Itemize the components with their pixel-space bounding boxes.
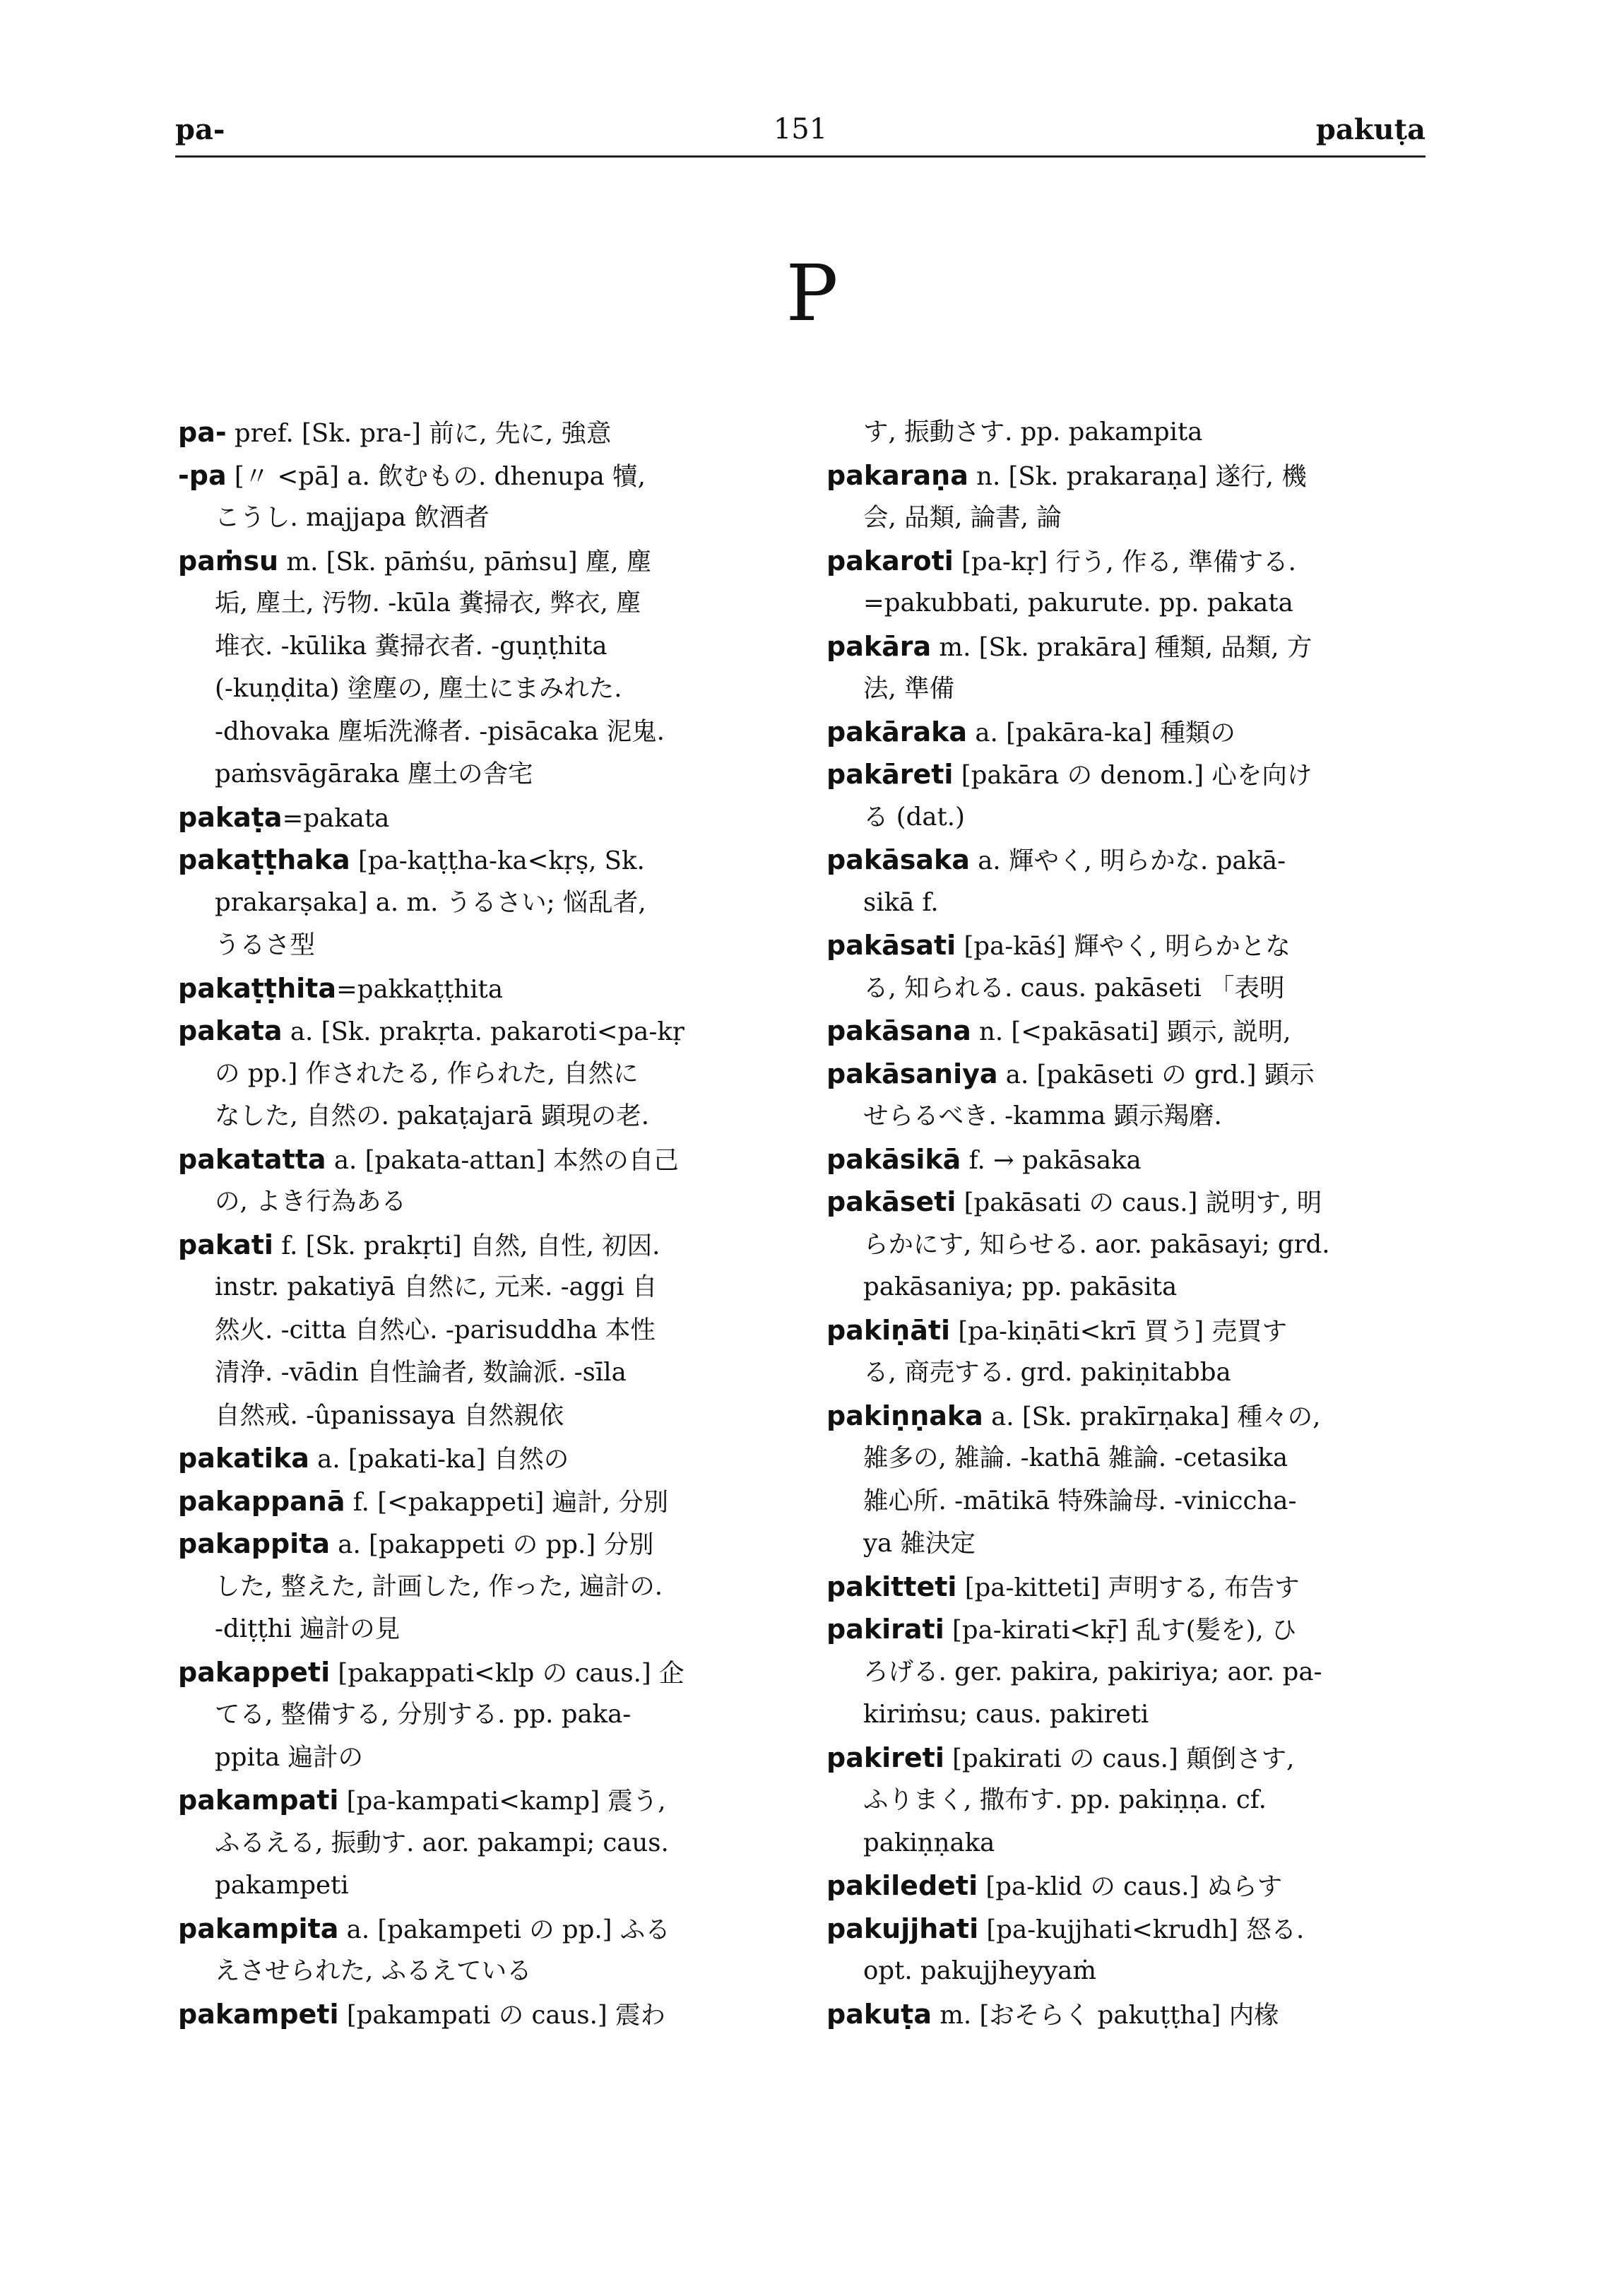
headword: pakampeti [178,1998,339,2030]
entry-line [826,1737,1434,1780]
section-letter: P [786,248,838,338]
headword: pakirati [826,1614,944,1645]
headword: pakaṭa [178,801,283,833]
headword: pakatatta [178,1143,326,1175]
definition-text: らかにす, 知らせる. aor. pakāsayi; grd. [863,1229,1330,1259]
definition-text: [pa-klid の caus.] ぬらす [978,1872,1283,1901]
headword: pakappeti [178,1656,331,1688]
headword: pakappanā [178,1485,345,1517]
dictionary-entry [178,1908,786,1993]
definition-text: なした, 自然の. pakaṭajarā 顕現の老. [215,1101,650,1130]
definition-text: 雑心所. -mātikā 特殊論母. -viniccha- [863,1486,1297,1515]
headword: pakāsaniya [826,1058,998,1089]
entry-line [826,1480,1434,1523]
definition-text: 然火. -citta 自然心. -parisuddha 本性 [215,1315,656,1344]
definition-text: =pakubbati, pakurute. pp. pakata [863,589,1293,617]
header-right-guide-word: pakuṭa [1315,113,1426,146]
definition-text: a. [pakati-ka] 自然の [309,1445,569,1474]
entry-line [178,1480,786,1523]
entry-line [178,1737,786,1780]
entry-line [178,753,786,796]
headword: pakata [178,1015,283,1046]
definition-text: -dhovaka 塵垢洗滌者. -pisācaka 泥鬼. [215,716,665,746]
entry-line [178,1395,786,1438]
definition-text: pakiṇṇaka [863,1828,995,1857]
definition-text: a. [Sk. prakīrṇaka] 種々の, [983,1402,1321,1431]
entry-line [826,967,1434,1010]
definition-text: 会, 品類, 論書, 論 [863,503,1062,532]
dictionary-entry [826,1737,1434,1865]
headword: pakāsikā [826,1143,961,1175]
definition-text: kiriṁsu; caus. pakireti [863,1700,1149,1729]
definition-text: -diṭṭhi 遍計の見 [215,1614,401,1643]
entry-line [178,540,786,583]
headword: pakāraka [826,716,968,747]
definition-text: ya 雑決定 [863,1529,976,1558]
dictionary-entry [826,454,1434,540]
entry-line [826,1266,1434,1309]
entry-line [826,1138,1434,1181]
entry-line [826,1822,1434,1865]
headword: pakaṭṭhaka [178,844,350,875]
definition-text: [pa-kitteti] 声明する, 布告す [956,1573,1300,1602]
entry-line [826,1437,1434,1480]
definition-text: の, よき行為ある [215,1187,407,1216]
entry-line [178,1181,786,1224]
entry-line [826,1950,1434,1993]
dictionary-entry [178,1437,786,1480]
definition-text: a. 輝やく, 明らかな. pakā- [969,846,1286,875]
entry-line [826,924,1434,967]
entry-line [178,882,786,925]
entry-line [178,1053,786,1096]
page-number: 151 [773,113,828,146]
definition-text: ふりまく, 撒布す. pp. pakiṇṇa. cf. [863,1785,1267,1814]
headword: paṁsu [178,545,279,577]
definition-text: =pakata [282,803,390,833]
dictionary-entry [826,839,1434,924]
entry-line [826,711,1434,754]
headword: pakāsaka [826,844,970,875]
entry-line [826,1053,1434,1096]
entry-line [178,1523,786,1566]
definition-text: えさせられた, ふるえている [215,1956,532,1985]
dictionary-entry [826,540,1434,625]
definition-text: 堆衣. -kūlika 糞掃衣者. -guṇṭhita [215,631,607,661]
headword: pakaṭṭhita [178,972,336,1004]
dictionary-entry [178,454,786,540]
dictionary-entry [178,839,786,967]
definition-text: paṁsvāgāraka 塵土の舎宅 [215,759,533,788]
entry-line [178,1266,786,1309]
entry-line [178,625,786,668]
dictionary-entry [178,796,786,839]
definition-text: m. [おそらく pakuṭṭha] 内椽 [931,2000,1279,2030]
definition-text: [pa-kujjhati<krudh] 怒る. [978,1915,1305,1944]
entry-line [178,967,786,1010]
entry-line [826,1566,1434,1609]
entry-line [178,1693,786,1737]
definition-text: =pakkaṭṭhita [336,974,503,1004]
headword: pakiṇṇaka [826,1400,983,1431]
dictionary-entry [826,753,1434,839]
entry-line [826,1309,1434,1352]
definition-text: 雑多の, 雑論. -kathā 雑論. -cetasika [863,1443,1288,1472]
definition-text: a. [pakappeti の pp.] 分別 [330,1530,654,1559]
headword: pakampati [178,1785,339,1816]
definition-text: る, 知られる. caus. pakāseti 「表明 [863,973,1285,1003]
definition-text: opt. pakujjheyyaṁ [863,1956,1097,1985]
definition-text: [pa-kaṭṭha-ka<kṛṣ, Sk. [350,846,645,875]
dictionary-entry [826,1138,1434,1181]
entry-line [178,582,786,625]
dictionary-entry [826,1908,1434,1993]
entry-line [826,668,1434,711]
definition-text: prakarṣaka] a. m. うるさい; 悩乱者, [215,887,646,917]
entry-line [178,1950,786,1993]
entry-line [178,1993,786,2036]
entry-line [178,1864,786,1908]
headword: pakāsana [826,1015,971,1046]
entry-line [178,1138,786,1181]
entry-line [826,1181,1434,1224]
entry-line [178,1651,786,1694]
headword: pakiṇāti [826,1314,951,1346]
entry-line [826,753,1434,796]
dictionary-entry [826,1395,1434,1566]
definition-text: せらるべき. -kamma 顕示羯磨. [863,1101,1222,1130]
headword: -pa [178,459,227,491]
dictionary-entry [178,1993,786,2036]
entry-line [178,454,786,497]
definition-text: した, 整えた, 計画した, 作った, 遍計の. [215,1571,663,1601]
headword: pakāseti [826,1186,956,1217]
definition-text: ろげる. ger. pakira, pakiriya; aor. pa- [863,1657,1322,1686]
definition-text: [pa-kṛ] 行う, 作る, 準備する. [953,547,1296,577]
definition-text: [pakāsati の caus.] 説明す, 明 [956,1188,1322,1217]
definition-text: [pa-kāś] 輝やく, 明らかとな [956,932,1291,961]
headword: pakitteti [826,1571,957,1602]
entry-line [826,1864,1434,1908]
dictionary-entry [826,1993,1434,2036]
definition-text: [pakāra の denom.] 心を向け [953,761,1312,790]
definition-text: m. [Sk. pāṁśu, pāṁsu] 塵, 塵 [278,547,652,577]
entry-line [178,1566,786,1609]
entry-line [826,1224,1434,1267]
definition-text: てる, 整備する, 分別する. pp. paka- [215,1700,632,1729]
entry-line [826,839,1434,882]
definition-text: n. [Sk. prakaraṇa] 遂行, 機 [968,461,1307,491]
dictionary-entry [826,711,1434,754]
dictionary-entry [178,540,786,796]
definition-text: [pakampati の caus.] 震わ [338,2000,666,2030]
dictionary-entry [826,1566,1434,1609]
entry-line [826,454,1434,497]
definition-text: pakāsaniya; pp. pakāsita [863,1272,1178,1301]
definition-text: a. [pakāseti の grd.] 顕示 [997,1060,1315,1089]
entry-line [178,1095,786,1138]
entry-line [178,1010,786,1053]
headword: pakaroti [826,545,954,577]
definition-text: の pp.] 作されたる, 作られた, 自然に [215,1058,639,1088]
entry-line [178,839,786,882]
definition-text: a. [pakata-attan] 本然の自己 [326,1145,679,1175]
entry-line [826,1779,1434,1822]
entry-line [826,1651,1434,1694]
definition-text: [pakirati の caus.] 顛倒さす, [944,1744,1295,1773]
entry-line [178,411,786,454]
entry-line [178,668,786,711]
entry-line [178,924,786,967]
definition-text: f. [Sk. prakṛti] 自然, 自性, 初因. [273,1231,660,1260]
dictionary-entry [178,1010,786,1138]
dictionary-entry [826,1010,1434,1053]
dictionary-entry [826,924,1434,1010]
entry-line [178,1437,786,1480]
definition-text: n. [<pakāsati] 顕示, 説明, [971,1017,1291,1046]
headword: pa- [178,417,227,448]
entry-line [826,1523,1434,1566]
entry-line [178,497,786,540]
dictionary-entry [826,1053,1434,1138]
dictionary-entry [826,1181,1434,1309]
entry-line [826,1908,1434,1951]
headword: pakujjhati [826,1912,979,1944]
dictionary-entry [826,1864,1434,1908]
dictionary-entry [178,1138,786,1224]
entry-line [178,1822,786,1865]
definition-text: a. [pakampeti の pp.] ふる [338,1915,670,1944]
dictionary-entry [178,1224,786,1438]
dictionary-entry [178,1480,786,1523]
dictionary-entry [178,1523,786,1651]
definition-text: pakampeti [215,1871,349,1900]
entry-line [178,1779,786,1822]
definition-text: [pa-kampati<kamp] 震う, [338,1787,666,1816]
entry-line [826,411,1434,454]
definition-text: f. → pakāsaka [961,1145,1142,1175]
headword: pakappita [178,1528,330,1559]
headword: pakiledeti [826,1870,978,1901]
headword: pakāra [826,630,932,662]
entry-line [178,711,786,754]
headword: pakatika [178,1443,309,1474]
entry-line [826,882,1434,925]
definition-text: instr. pakatiyā 自然に, 元来. -aggi 自 [215,1272,658,1301]
entry-line [826,540,1434,583]
definition-text: m. [Sk. prakāra] 種類, 品類, 方 [931,632,1312,662]
definition-text: 清浄. -vādin 自性論者, 数論派. -sīla [215,1358,627,1387]
definition-text: f. [<pakappeti] 遍計, 分別 [345,1487,669,1517]
dictionary-entry [826,1309,1434,1395]
entry-line [178,1608,786,1651]
definition-text: [〃 <pā] a. 飲むもの. dhenupa 犢, [226,461,646,491]
dictionary-entry [178,1779,786,1908]
definition-text: ふるえる, 振動す. aor. pakampi; caus. [215,1828,669,1857]
entry-line [826,1608,1434,1651]
definition-text: 法, 準備 [863,674,955,703]
running-head [175,106,1426,158]
headword: pakampita [178,1912,339,1944]
definition-text: ppita 遍計の [215,1742,364,1772]
headword: pakāsati [826,930,956,961]
definition-text: 垢, 塵土, 汚物. -kūla 糞掃衣, 弊衣, 塵 [215,589,641,617]
entry-line [826,1693,1434,1737]
headword: pakireti [826,1742,944,1773]
dictionary-entry [826,411,1434,454]
entry-line [826,497,1434,540]
definition-text: る, 商売する. grd. pakiṇitabba [863,1358,1231,1387]
definition-text: [pa-kiṇāti<krī 買う] 売買す [950,1316,1288,1346]
dictionary-entry [826,1608,1434,1737]
headword: pakaraṇa [826,459,968,491]
entry-line [826,1010,1434,1053]
entry-line [178,796,786,839]
definition-text: す, 振動さす. pp. pakampita [863,418,1203,447]
definition-text: (-kuṇḍita) 塗塵の, 塵土にまみれた. [215,674,622,703]
dictionary-entry [178,411,786,454]
entry-line [826,1352,1434,1395]
definition-text: pref. [Sk. pra-] 前に, 先に, 強意 [226,419,612,448]
left-column [178,411,786,2035]
entry-line [826,1095,1434,1138]
dictionary-entry [178,1651,786,1780]
entry-line [178,1352,786,1395]
definition-text: a. [pakāra-ka] 種類の [967,718,1235,747]
entry-line [178,1224,786,1267]
headword: pakāreti [826,759,954,790]
entry-line [826,625,1434,668]
dictionary-entry [178,967,786,1010]
definition-text: る (dat.) [863,802,965,832]
definition-text: 自然戒. -ûpanissaya 自然親依 [215,1400,564,1430]
definition-text: こうし. majjapa 飲酒者 [215,503,490,532]
entry-line [826,796,1434,839]
entry-line [826,582,1434,625]
entry-line [178,1908,786,1951]
right-column [826,411,1434,2035]
definition-text: [pa-kirati<kṝ] 乱す(髪を), ひ [944,1616,1297,1645]
definition-text: うるさ型 [215,930,316,959]
entry-line [826,1395,1434,1438]
entry-line [178,1309,786,1352]
definition-text: sikā f. [863,887,939,917]
headword: pakati [178,1229,273,1260]
definition-text: a. [Sk. prakṛta. pakaroti<pa-kṛ [282,1017,684,1046]
headword: pakuṭa [826,1998,932,2030]
header-left-guide-word: pa- [175,113,225,146]
dictionary-entry [826,625,1434,711]
entry-line [826,1993,1434,2036]
definition-text: [pakappati<klp の caus.] 企 [330,1658,684,1688]
